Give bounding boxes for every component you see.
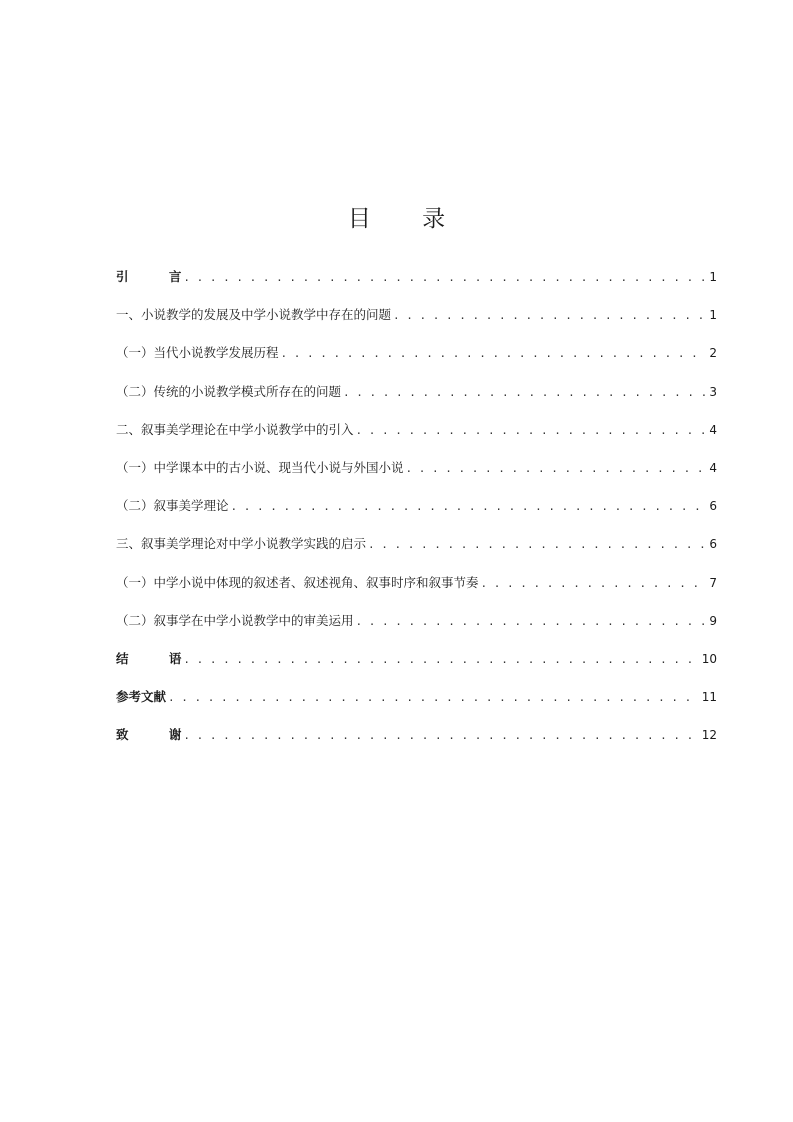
toc-entry-label: 二、叙事美学理论在中学小说教学中的引入 — [116, 421, 354, 437]
toc-entry-label: 参考文献 — [116, 689, 167, 705]
toc-entry-label: 结 语 — [116, 650, 200, 666]
dot-leader — [356, 610, 706, 634]
toc-entry-label: （一）当代小说教学发展历程 — [116, 345, 279, 361]
dot-leader — [281, 342, 706, 366]
toc-entry-chapter-2-1[interactable] — [116, 456, 717, 494]
toc-page-number: 4 — [709, 422, 717, 437]
toc-page-number: 11 — [701, 690, 717, 705]
dot-leader — [168, 686, 698, 710]
toc-page-number: 10 — [701, 651, 717, 666]
toc-entry-chapter-3-1[interactable] — [116, 571, 717, 609]
toc-title: 目 录 — [347, 206, 468, 232]
toc-entry-chapter-1-1[interactable] — [116, 341, 717, 379]
dot-leader — [231, 495, 706, 519]
toc-entry-label: 致 谢 — [116, 727, 200, 743]
toc-entry-label: 引 言 — [116, 269, 200, 284]
toc-page-number: 6 — [709, 537, 717, 552]
dot-leader — [356, 419, 706, 443]
toc-page-number: 12 — [701, 728, 717, 743]
dot-leader — [393, 304, 705, 328]
toc-entry-chapter-3[interactable] — [116, 532, 717, 570]
dot-leader — [183, 648, 697, 672]
toc-entry-references[interactable] — [116, 685, 717, 723]
toc-entry-label: （一）中学课本中的古小说、现当代小说与外国小说 — [116, 459, 404, 475]
toc-entry-chapter-2-2[interactable] — [116, 494, 717, 532]
toc-page-number: 1 — [709, 270, 717, 284]
toc-entry-label: （二）叙事美学理论 — [116, 498, 229, 514]
toc-entry-conclusion[interactable] — [116, 647, 717, 685]
toc-page-number: 1 — [709, 308, 717, 323]
table-of-contents — [116, 265, 717, 761]
toc-page-number: 7 — [709, 575, 717, 590]
toc-page-number: 4 — [709, 460, 717, 475]
toc-page-number: 6 — [709, 499, 717, 514]
dot-leader — [406, 457, 706, 481]
toc-entry-label: 三、叙事美学理论对中学小说教学实践的启示 — [116, 536, 367, 552]
toc-entry-chapter-1[interactable] — [116, 303, 717, 341]
dot-leader — [183, 724, 697, 748]
toc-entry-label: （一）中学小说中体现的叙述者、叙述视角、叙事时序和叙事节奏 — [116, 574, 479, 590]
toc-entry-acknowledgements[interactable] — [116, 723, 717, 761]
dot-leader — [343, 381, 705, 405]
toc-page-number: 3 — [709, 384, 717, 399]
dot-leader — [481, 572, 706, 596]
toc-entry-chapter-3-2[interactable] — [116, 609, 717, 647]
toc-entry-label: （二）传统的小说教学模式所存在的问题 — [116, 383, 342, 399]
toc-entry-introduction[interactable] — [116, 265, 717, 303]
toc-page-number: 9 — [709, 613, 717, 628]
toc-entry-label: （二）叙事学在中学小说教学中的审美运用 — [116, 612, 354, 628]
toc-entry-chapter-1-2[interactable] — [116, 380, 717, 418]
toc-page-number: 2 — [709, 346, 717, 361]
dot-leader — [183, 266, 705, 290]
dot-leader — [368, 533, 705, 557]
toc-entry-label: 一、小说教学的发展及中学小说教学中存在的问题 — [116, 307, 392, 323]
toc-entry-chapter-2[interactable] — [116, 418, 717, 456]
